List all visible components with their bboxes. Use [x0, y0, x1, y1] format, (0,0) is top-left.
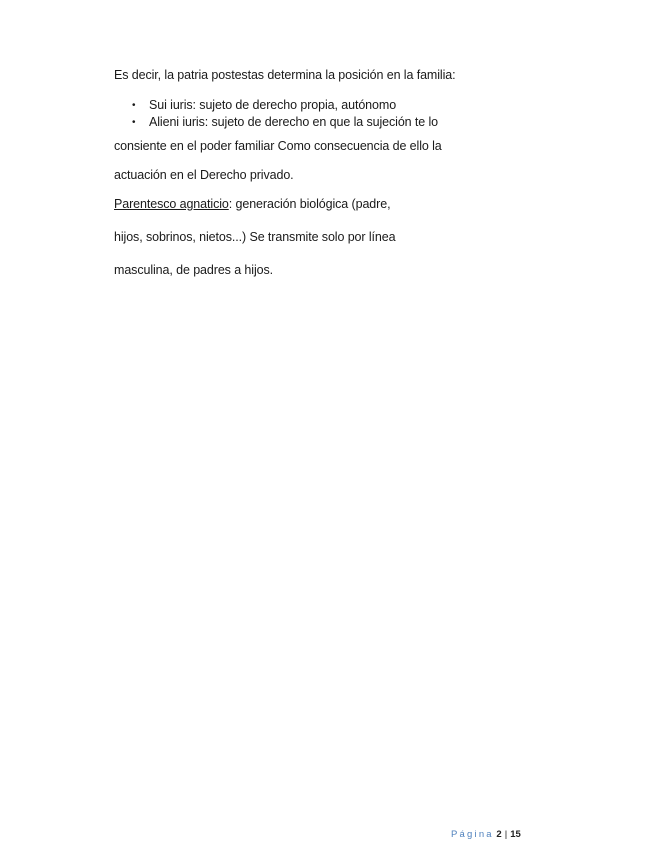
- agnatic-line: masculina, de padres a hijos.: [114, 263, 273, 277]
- continuation-line: actuación en el Derecho privado.: [114, 168, 294, 182]
- list-item: [114, 97, 554, 114]
- agnatic-term: Parentesco agnaticio: [114, 197, 229, 211]
- list-item-text: Sui iuris: sujeto de derecho propia, autónomo: [149, 98, 397, 112]
- list-item: [114, 114, 554, 131]
- agnatic-line: hijos, sobrinos, nietos...) Se transmite solo por línea: [114, 230, 396, 244]
- list-item-text: Alieni iuris: sujeto de derecho en que la sujeción te lo: [149, 115, 439, 129]
- page-number: 2: [496, 829, 502, 840]
- continuation-line: consiente en el poder familiar Como consecuencia de ello la: [114, 139, 442, 153]
- intro-paragraph: Es decir, la patria postestas determina la posición en la familia:: [114, 68, 456, 82]
- page-label: Página: [451, 829, 494, 840]
- agnatic-definition: : generación biológica (padre,: [228, 197, 391, 211]
- page-footer: [451, 829, 521, 840]
- agnatic-paragraph: [114, 195, 554, 213]
- bullet-icon: •: [132, 117, 136, 128]
- page-total: 15: [510, 829, 521, 840]
- bullet-icon: •: [132, 100, 136, 111]
- body-text: [114, 66, 554, 279]
- bullet-list: [114, 97, 554, 131]
- page-separator: |: [504, 829, 508, 840]
